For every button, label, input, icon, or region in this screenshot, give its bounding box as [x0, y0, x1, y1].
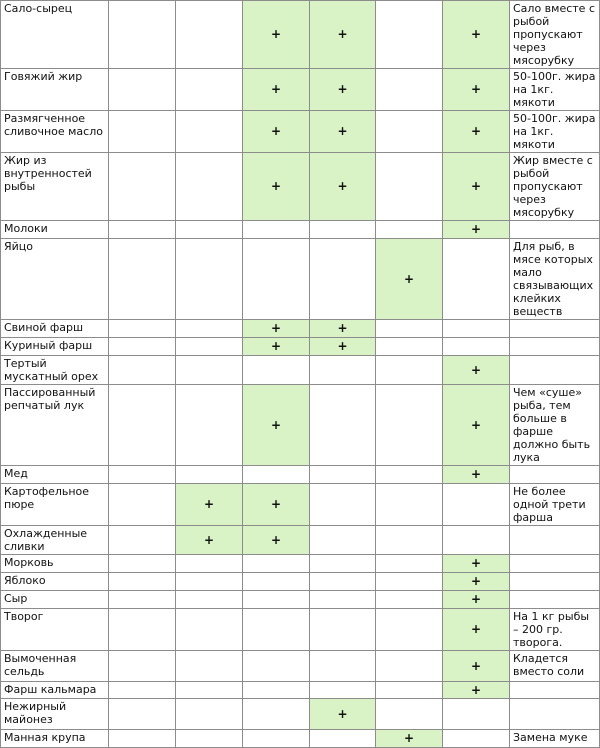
- mark-cell-col-3: [243, 555, 310, 573]
- mark-cell-col-4: +: [310, 320, 376, 338]
- mark-cell-col-3: +: [243, 338, 310, 356]
- ingredient-name: Мед: [1, 466, 109, 484]
- mark-cell-col-2: [176, 573, 243, 591]
- mark-cell-col-2: [176, 338, 243, 356]
- mark-cell-col-5: [376, 356, 443, 385]
- ingredient-name: Размягченное сливочное масло: [1, 111, 109, 153]
- table-row: [1, 385, 600, 466]
- ingredient-note: [510, 526, 600, 555]
- table-row: [1, 609, 600, 651]
- mark-cell-col-1: [109, 221, 176, 239]
- table-row: [1, 221, 600, 239]
- mark-cell-col-2: [176, 1, 243, 69]
- mark-cell-col-1: [109, 320, 176, 338]
- table-row: [1, 69, 600, 111]
- table-row: [1, 239, 600, 320]
- mark-cell-col-2: [176, 385, 243, 466]
- mark-cell-col-5: +: [376, 730, 443, 748]
- mark-cell-col-6: [443, 338, 510, 356]
- mark-cell-col-5: [376, 1, 443, 69]
- mark-cell-col-3: +: [243, 484, 310, 526]
- ingredient-name: Сыр: [1, 591, 109, 609]
- ingredient-name: Манная крупа: [1, 730, 109, 748]
- table-row: [1, 591, 600, 609]
- ingredient-name: Пассированный репчатый лук: [1, 385, 109, 466]
- mark-cell-col-3: [243, 730, 310, 748]
- ingredient-name: Творог: [1, 609, 109, 651]
- ingredient-name: Сало-сырец: [1, 1, 109, 69]
- mark-cell-col-5: [376, 153, 443, 221]
- ingredient-note: 50-100г. жира на 1кг. мякоти: [510, 111, 600, 153]
- mark-cell-col-6: [443, 730, 510, 748]
- mark-cell-col-3: +: [243, 1, 310, 69]
- mark-cell-col-1: [109, 111, 176, 153]
- ingredient-note: Чем «суше» рыба, тем больше в фарше должно быть лука: [510, 385, 600, 466]
- mark-cell-col-3: [243, 651, 310, 682]
- mark-cell-col-2: [176, 651, 243, 682]
- ingredient-note: [510, 356, 600, 385]
- table-row: [1, 338, 600, 356]
- mark-cell-col-1: [109, 69, 176, 111]
- ingredient-name: Свиной фарш: [1, 320, 109, 338]
- table-row: [1, 320, 600, 338]
- mark-cell-col-5: [376, 69, 443, 111]
- mark-cell-col-6: [443, 526, 510, 555]
- mark-cell-col-5: +: [376, 239, 443, 320]
- ingredient-note: [510, 573, 600, 591]
- ingredient-note: Сало вместе с рыбой пропускают через мясорубку: [510, 1, 600, 69]
- mark-cell-col-5: [376, 591, 443, 609]
- ingredient-name: Жир из внутренностей рыбы: [1, 153, 109, 221]
- mark-cell-col-4: +: [310, 338, 376, 356]
- ingredient-note: [510, 591, 600, 609]
- mark-cell-col-2: [176, 239, 243, 320]
- mark-cell-col-1: [109, 338, 176, 356]
- ingredient-note: 50-100г. жира на 1кг. мякоти: [510, 69, 600, 111]
- table-row: [1, 555, 600, 573]
- mark-cell-col-5: [376, 699, 443, 730]
- ingredient-name: Тертый мускатный орех: [1, 356, 109, 385]
- mark-cell-col-6: +: [443, 153, 510, 221]
- mark-cell-col-6: +: [443, 591, 510, 609]
- mark-cell-col-6: [443, 699, 510, 730]
- mark-cell-col-6: +: [443, 69, 510, 111]
- mark-cell-col-5: [376, 338, 443, 356]
- table-row: [1, 356, 600, 385]
- mark-cell-col-3: [243, 573, 310, 591]
- table-row: [1, 1, 600, 69]
- ingredient-note: На 1 кг рыбы – 200 гр. творога.: [510, 609, 600, 651]
- ingredient-name: Морковь: [1, 555, 109, 573]
- table-row: [1, 699, 600, 730]
- ingredient-name: Нежирный майонез: [1, 699, 109, 730]
- mark-cell-col-1: [109, 385, 176, 466]
- mark-cell-col-1: [109, 609, 176, 651]
- mark-cell-col-6: +: [443, 111, 510, 153]
- mark-cell-col-3: +: [243, 69, 310, 111]
- mark-cell-col-4: +: [310, 1, 376, 69]
- mark-cell-col-6: +: [443, 385, 510, 466]
- mark-cell-col-4: [310, 730, 376, 748]
- mark-cell-col-6: +: [443, 682, 510, 699]
- mark-cell-col-3: +: [243, 153, 310, 221]
- mark-cell-col-2: [176, 221, 243, 239]
- mark-cell-col-4: [310, 651, 376, 682]
- mark-cell-col-2: [176, 153, 243, 221]
- mark-cell-col-2: [176, 111, 243, 153]
- mark-cell-col-2: [176, 682, 243, 699]
- mark-cell-col-6: +: [443, 221, 510, 239]
- mark-cell-col-5: [376, 484, 443, 526]
- ingredient-name: Яблоко: [1, 573, 109, 591]
- mark-cell-col-5: [376, 385, 443, 466]
- mark-cell-col-6: +: [443, 573, 510, 591]
- mark-cell-col-4: +: [310, 699, 376, 730]
- table-row: [1, 682, 600, 699]
- mark-cell-col-2: +: [176, 484, 243, 526]
- mark-cell-col-1: [109, 555, 176, 573]
- ingredient-note: Кладется вместо соли: [510, 651, 600, 682]
- mark-cell-col-3: [243, 591, 310, 609]
- mark-cell-col-6: [443, 239, 510, 320]
- mark-cell-col-5: [376, 555, 443, 573]
- mark-cell-col-3: +: [243, 385, 310, 466]
- mark-cell-col-2: [176, 609, 243, 651]
- table-row: [1, 111, 600, 153]
- mark-cell-col-2: [176, 356, 243, 385]
- table-row: [1, 484, 600, 526]
- ingredient-name: Охлажденные сливки: [1, 526, 109, 555]
- mark-cell-col-4: +: [310, 111, 376, 153]
- mark-cell-col-5: [376, 651, 443, 682]
- mark-cell-col-6: +: [443, 555, 510, 573]
- mark-cell-col-6: +: [443, 651, 510, 682]
- ingredient-note: Не более одной трети фарша: [510, 484, 600, 526]
- mark-cell-col-5: [376, 320, 443, 338]
- table-row: [1, 466, 600, 484]
- mark-cell-col-4: [310, 356, 376, 385]
- table-row: [1, 153, 600, 221]
- mark-cell-col-1: [109, 730, 176, 748]
- mark-cell-col-4: [310, 221, 376, 239]
- mark-cell-col-4: +: [310, 69, 376, 111]
- mark-cell-col-6: +: [443, 609, 510, 651]
- mark-cell-col-1: [109, 699, 176, 730]
- ingredient-name: Вымоченная сельдь: [1, 651, 109, 682]
- mark-cell-col-1: [109, 591, 176, 609]
- mark-cell-col-2: [176, 69, 243, 111]
- mark-cell-col-1: [109, 682, 176, 699]
- mark-cell-col-5: [376, 526, 443, 555]
- ingredient-note: Жир вместе с рыбой пропускают через мясорубку: [510, 153, 600, 221]
- mark-cell-col-2: +: [176, 526, 243, 555]
- mark-cell-col-1: [109, 153, 176, 221]
- mark-cell-col-2: [176, 320, 243, 338]
- mark-cell-col-1: [109, 239, 176, 320]
- ingredient-note: [510, 555, 600, 573]
- ingredient-name: Картофельное пюре: [1, 484, 109, 526]
- mark-cell-col-3: [243, 221, 310, 239]
- ingredient-name: Фарш кальмара: [1, 682, 109, 699]
- mark-cell-col-4: [310, 239, 376, 320]
- mark-cell-col-3: [243, 609, 310, 651]
- mark-cell-col-3: [243, 466, 310, 484]
- mark-cell-col-2: [176, 466, 243, 484]
- table-row: [1, 573, 600, 591]
- mark-cell-col-3: +: [243, 111, 310, 153]
- mark-cell-col-1: [109, 1, 176, 69]
- mark-cell-col-1: [109, 484, 176, 526]
- ingredient-note: [510, 221, 600, 239]
- mark-cell-col-4: [310, 555, 376, 573]
- mark-cell-col-1: [109, 356, 176, 385]
- mark-cell-col-1: [109, 573, 176, 591]
- table-row: [1, 730, 600, 748]
- ingredients-table-body: [1, 1, 600, 748]
- mark-cell-col-6: +: [443, 356, 510, 385]
- ingredient-note: Для рыб, в мясе которых мало связывающих клейких веществ: [510, 239, 600, 320]
- ingredient-note: [510, 699, 600, 730]
- mark-cell-col-5: [376, 221, 443, 239]
- mark-cell-col-2: [176, 555, 243, 573]
- mark-cell-col-4: [310, 573, 376, 591]
- ingredient-name: Куриный фарш: [1, 338, 109, 356]
- mark-cell-col-2: [176, 699, 243, 730]
- ingredient-name: Яйцо: [1, 239, 109, 320]
- mark-cell-col-6: +: [443, 1, 510, 69]
- mark-cell-col-5: [376, 111, 443, 153]
- ingredient-note: [510, 320, 600, 338]
- mark-cell-col-4: [310, 466, 376, 484]
- mark-cell-col-5: [376, 609, 443, 651]
- mark-cell-col-3: [243, 356, 310, 385]
- mark-cell-col-2: [176, 730, 243, 748]
- table-row: [1, 526, 600, 555]
- mark-cell-col-4: [310, 609, 376, 651]
- mark-cell-col-2: [176, 591, 243, 609]
- mark-cell-col-3: [243, 699, 310, 730]
- ingredient-name: Молоки: [1, 221, 109, 239]
- ingredient-note: [510, 466, 600, 484]
- mark-cell-col-3: [243, 239, 310, 320]
- table-row: [1, 651, 600, 682]
- mark-cell-col-6: +: [443, 466, 510, 484]
- mark-cell-col-1: [109, 466, 176, 484]
- mark-cell-col-6: [443, 320, 510, 338]
- mark-cell-col-5: [376, 573, 443, 591]
- ingredient-name: Говяжий жир: [1, 69, 109, 111]
- mark-cell-col-3: +: [243, 320, 310, 338]
- mark-cell-col-1: [109, 526, 176, 555]
- mark-cell-col-5: [376, 682, 443, 699]
- mark-cell-col-4: [310, 526, 376, 555]
- mark-cell-col-4: [310, 385, 376, 466]
- mark-cell-col-4: [310, 484, 376, 526]
- ingredient-note: Замена муке: [510, 730, 600, 748]
- mark-cell-col-1: [109, 651, 176, 682]
- mark-cell-col-3: [243, 682, 310, 699]
- mark-cell-col-3: +: [243, 526, 310, 555]
- mark-cell-col-4: [310, 591, 376, 609]
- mark-cell-col-4: +: [310, 153, 376, 221]
- ingredient-note: [510, 338, 600, 356]
- mark-cell-col-6: [443, 484, 510, 526]
- mark-cell-col-4: [310, 682, 376, 699]
- mark-cell-col-5: [376, 466, 443, 484]
- ingredient-note: [510, 682, 600, 699]
